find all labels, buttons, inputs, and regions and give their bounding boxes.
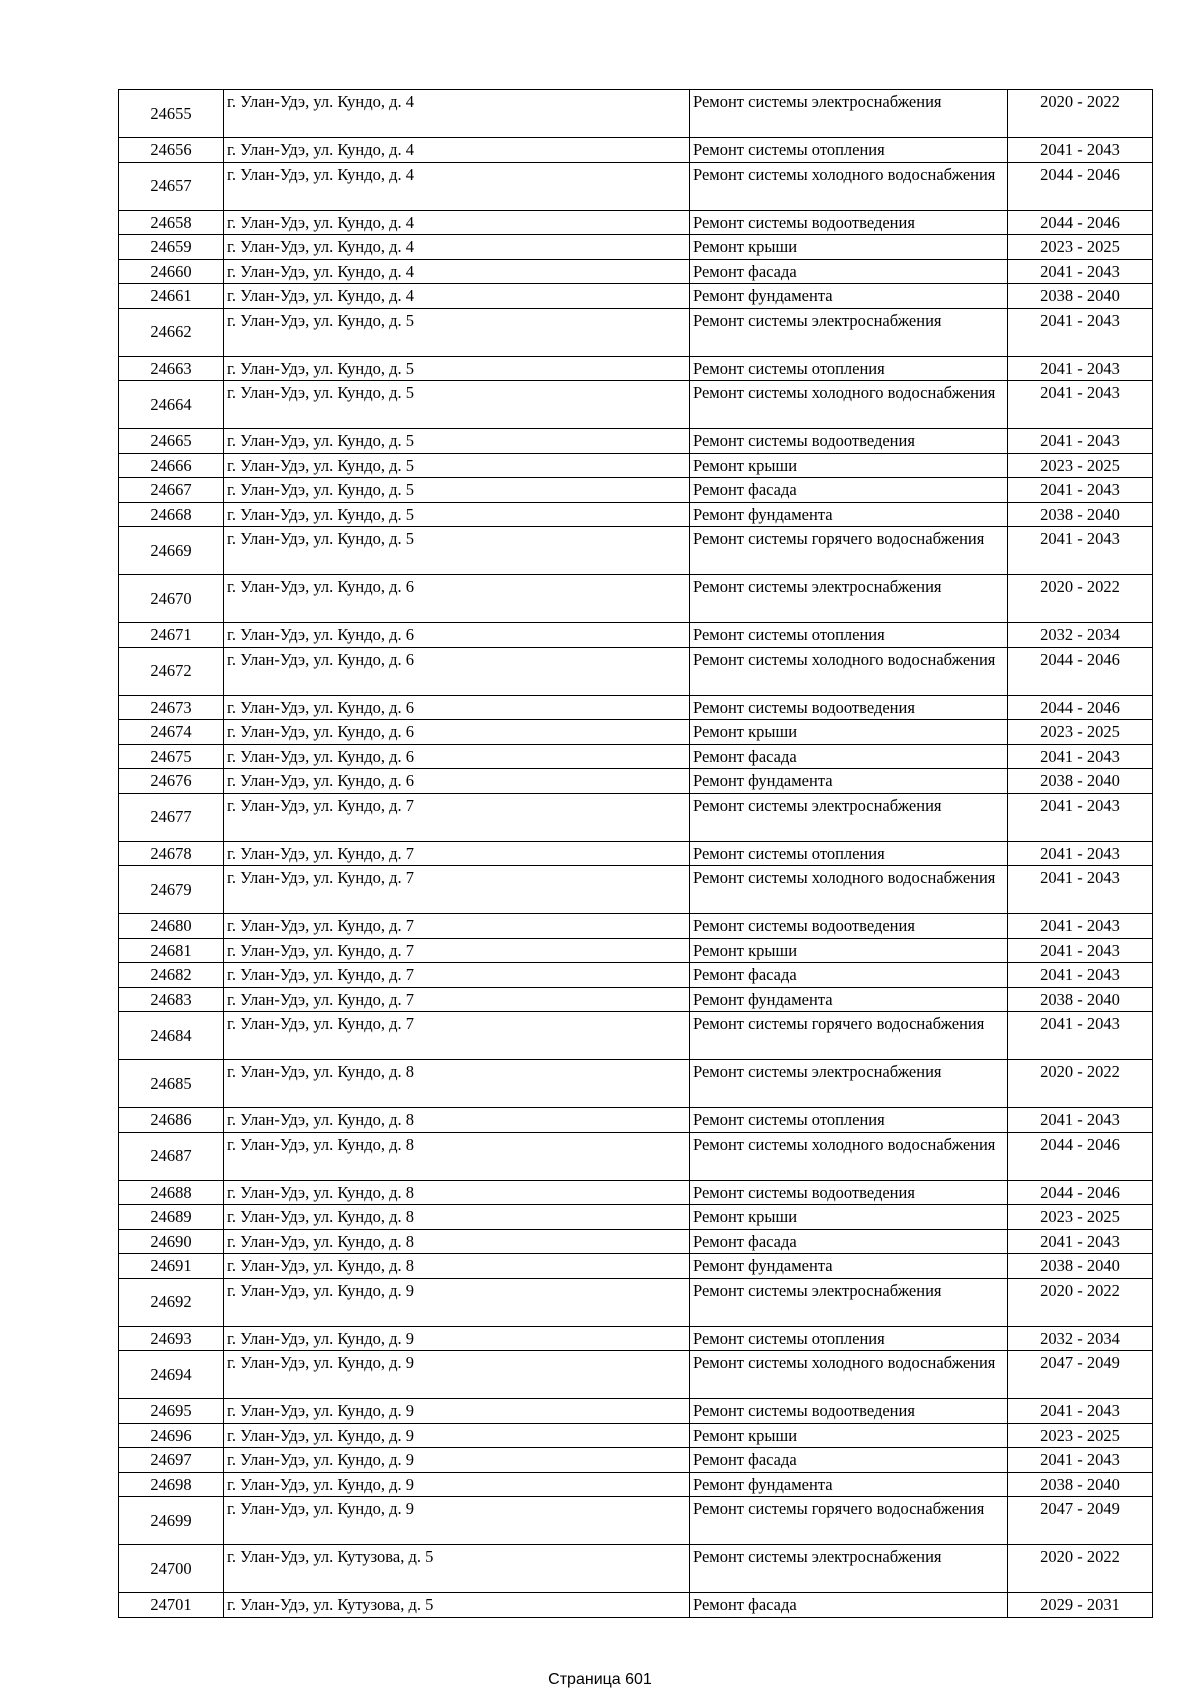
row-number: 24669 — [119, 527, 224, 575]
table-row — [119, 1254, 1153, 1279]
row-work-type: Ремонт системы электроснабжения — [690, 308, 1008, 356]
table-row — [119, 1399, 1153, 1424]
row-address: г. Улан-Удэ, ул. Кундо, д. 8 — [224, 1132, 690, 1180]
row-work-type: Ремонт системы горячего водоснабжения — [690, 527, 1008, 575]
row-work-type: Ремонт системы холодного водоснабжения — [690, 1132, 1008, 1180]
table-row — [119, 1012, 1153, 1060]
row-address: г. Улан-Удэ, ул. Кундо, д. 5 — [224, 429, 690, 454]
row-number: 24681 — [119, 938, 224, 963]
table-row — [119, 259, 1153, 284]
row-number: 24675 — [119, 744, 224, 769]
row-period: 2041 - 2043 — [1008, 744, 1153, 769]
row-period: 2041 - 2043 — [1008, 938, 1153, 963]
row-period: 2023 - 2025 — [1008, 1423, 1153, 1448]
row-address: г. Улан-Удэ, ул. Кутузова, д. 5 — [224, 1545, 690, 1593]
table-row — [119, 429, 1153, 454]
row-address: г. Улан-Удэ, ул. Кундо, д. 7 — [224, 914, 690, 939]
row-number: 24674 — [119, 720, 224, 745]
table-row — [119, 1593, 1153, 1618]
row-address: г. Улан-Удэ, ул. Кундо, д. 4 — [224, 138, 690, 163]
table-row — [119, 1060, 1153, 1108]
row-number: 24672 — [119, 647, 224, 695]
row-period: 2041 - 2043 — [1008, 259, 1153, 284]
row-work-type: Ремонт системы электроснабжения — [690, 793, 1008, 841]
row-number: 24679 — [119, 866, 224, 914]
row-address: г. Улан-Удэ, ул. Кундо, д. 7 — [224, 866, 690, 914]
row-number: 24664 — [119, 381, 224, 429]
row-work-type: Ремонт системы холодного водоснабжения — [690, 647, 1008, 695]
row-period: 2041 - 2043 — [1008, 356, 1153, 381]
row-work-type: Ремонт системы электроснабжения — [690, 1060, 1008, 1108]
row-work-type: Ремонт крыши — [690, 235, 1008, 260]
row-address: г. Улан-Удэ, ул. Кундо, д. 4 — [224, 90, 690, 138]
row-work-type: Ремонт крыши — [690, 1423, 1008, 1448]
row-period: 2044 - 2046 — [1008, 162, 1153, 210]
table-row — [119, 381, 1153, 429]
table-row — [119, 963, 1153, 988]
row-number: 24671 — [119, 623, 224, 648]
row-period: 2038 - 2040 — [1008, 284, 1153, 309]
row-number: 24687 — [119, 1132, 224, 1180]
table-row — [119, 987, 1153, 1012]
row-address: г. Улан-Удэ, ул. Кундо, д. 8 — [224, 1229, 690, 1254]
row-period: 2023 - 2025 — [1008, 235, 1153, 260]
row-period: 2041 - 2043 — [1008, 841, 1153, 866]
row-work-type: Ремонт крыши — [690, 720, 1008, 745]
table-row — [119, 1423, 1153, 1448]
row-address: г. Улан-Удэ, ул. Кундо, д. 6 — [224, 769, 690, 794]
row-period: 2023 - 2025 — [1008, 453, 1153, 478]
row-period: 2020 - 2022 — [1008, 1060, 1153, 1108]
row-address: г. Улан-Удэ, ул. Кундо, д. 5 — [224, 356, 690, 381]
row-address: г. Улан-Удэ, ул. Кундо, д. 5 — [224, 381, 690, 429]
row-number: 24667 — [119, 478, 224, 503]
row-work-type: Ремонт системы электроснабжения — [690, 1278, 1008, 1326]
row-address: г. Улан-Удэ, ул. Кундо, д. 6 — [224, 575, 690, 623]
row-address: г. Улан-Удэ, ул. Кундо, д. 8 — [224, 1180, 690, 1205]
row-address: г. Улан-Удэ, ул. Кундо, д. 5 — [224, 502, 690, 527]
row-number: 24694 — [119, 1351, 224, 1399]
row-address: г. Улан-Удэ, ул. Кундо, д. 4 — [224, 162, 690, 210]
row-period: 2041 - 2043 — [1008, 1012, 1153, 1060]
row-address: г. Улан-Удэ, ул. Кундо, д. 5 — [224, 478, 690, 503]
row-number: 24688 — [119, 1180, 224, 1205]
row-period: 2041 - 2043 — [1008, 963, 1153, 988]
row-work-type: Ремонт фундамента — [690, 1472, 1008, 1497]
row-period: 2041 - 2043 — [1008, 1108, 1153, 1133]
row-work-type: Ремонт системы водоотведения — [690, 914, 1008, 939]
table-row — [119, 284, 1153, 309]
row-address: г. Улан-Удэ, ул. Кундо, д. 9 — [224, 1278, 690, 1326]
row-period: 2041 - 2043 — [1008, 1229, 1153, 1254]
repair-schedule-table — [118, 89, 1153, 1618]
row-number: 24690 — [119, 1229, 224, 1254]
row-work-type: Ремонт фундамента — [690, 502, 1008, 527]
row-address: г. Улан-Удэ, ул. Кундо, д. 5 — [224, 527, 690, 575]
row-period: 2044 - 2046 — [1008, 210, 1153, 235]
row-address: г. Улан-Удэ, ул. Кундо, д. 6 — [224, 744, 690, 769]
row-period: 2023 - 2025 — [1008, 720, 1153, 745]
table-row — [119, 914, 1153, 939]
row-work-type: Ремонт системы отопления — [690, 841, 1008, 866]
row-address: г. Улан-Удэ, ул. Кундо, д. 7 — [224, 1012, 690, 1060]
row-address: г. Улан-Удэ, ул. Кундо, д. 7 — [224, 987, 690, 1012]
row-period: 2032 - 2034 — [1008, 1326, 1153, 1351]
table-body — [119, 90, 1153, 1618]
table-row — [119, 769, 1153, 794]
row-period: 2038 - 2040 — [1008, 1472, 1153, 1497]
table-row — [119, 744, 1153, 769]
row-period: 2044 - 2046 — [1008, 647, 1153, 695]
row-address: г. Улан-Удэ, ул. Кундо, д. 7 — [224, 938, 690, 963]
row-number: 24661 — [119, 284, 224, 309]
row-address: г. Улан-Удэ, ул. Кундо, д. 6 — [224, 720, 690, 745]
row-work-type: Ремонт фундамента — [690, 284, 1008, 309]
table-row — [119, 793, 1153, 841]
row-number: 24668 — [119, 502, 224, 527]
row-period: 2038 - 2040 — [1008, 769, 1153, 794]
row-number: 24678 — [119, 841, 224, 866]
row-period: 2020 - 2022 — [1008, 575, 1153, 623]
row-address: г. Улан-Удэ, ул. Кундо, д. 5 — [224, 308, 690, 356]
row-work-type: Ремонт системы отопления — [690, 1326, 1008, 1351]
row-number: 24693 — [119, 1326, 224, 1351]
table-row — [119, 527, 1153, 575]
table-row — [119, 210, 1153, 235]
table-row — [119, 356, 1153, 381]
row-period: 2032 - 2034 — [1008, 623, 1153, 648]
row-number: 24686 — [119, 1108, 224, 1133]
table-row — [119, 866, 1153, 914]
row-period: 2041 - 2043 — [1008, 914, 1153, 939]
page-number: Страница 601 — [548, 1671, 652, 1688]
row-work-type: Ремонт крыши — [690, 1205, 1008, 1230]
table-row — [119, 647, 1153, 695]
row-number: 24673 — [119, 695, 224, 720]
row-period: 2041 - 2043 — [1008, 1448, 1153, 1473]
row-address: г. Улан-Удэ, ул. Кундо, д. 9 — [224, 1472, 690, 1497]
row-number: 24665 — [119, 429, 224, 454]
row-address: г. Улан-Удэ, ул. Кундо, д. 9 — [224, 1423, 690, 1448]
row-address: г. Улан-Удэ, ул. Кундо, д. 8 — [224, 1254, 690, 1279]
row-period: 2041 - 2043 — [1008, 429, 1153, 454]
table-row — [119, 1472, 1153, 1497]
row-number: 24659 — [119, 235, 224, 260]
row-work-type: Ремонт системы водоотведения — [690, 1399, 1008, 1424]
row-address: г. Улан-Удэ, ул. Кундо, д. 4 — [224, 210, 690, 235]
row-number: 24660 — [119, 259, 224, 284]
row-period: 2044 - 2046 — [1008, 1180, 1153, 1205]
row-number: 24683 — [119, 987, 224, 1012]
row-work-type: Ремонт системы электроснабжения — [690, 575, 1008, 623]
row-work-type: Ремонт системы горячего водоснабжения — [690, 1012, 1008, 1060]
row-number: 24698 — [119, 1472, 224, 1497]
row-address: г. Улан-Удэ, ул. Кундо, д. 9 — [224, 1448, 690, 1473]
table-row — [119, 478, 1153, 503]
row-address: г. Улан-Удэ, ул. Кундо, д. 9 — [224, 1399, 690, 1424]
row-work-type: Ремонт системы электроснабжения — [690, 1545, 1008, 1593]
row-period: 2041 - 2043 — [1008, 381, 1153, 429]
row-work-type: Ремонт системы горячего водоснабжения — [690, 1497, 1008, 1545]
table-row — [119, 938, 1153, 963]
row-work-type: Ремонт системы водоотведения — [690, 210, 1008, 235]
table-row — [119, 162, 1153, 210]
row-period: 2041 - 2043 — [1008, 866, 1153, 914]
row-number: 24691 — [119, 1254, 224, 1279]
row-number: 24684 — [119, 1012, 224, 1060]
row-number: 24680 — [119, 914, 224, 939]
row-number: 24670 — [119, 575, 224, 623]
row-number: 24676 — [119, 769, 224, 794]
row-number: 24666 — [119, 453, 224, 478]
table-row — [119, 235, 1153, 260]
row-address: г. Улан-Удэ, ул. Кундо, д. 7 — [224, 841, 690, 866]
row-period: 2041 - 2043 — [1008, 793, 1153, 841]
row-work-type: Ремонт системы электроснабжения — [690, 90, 1008, 138]
row-work-type: Ремонт системы холодного водоснабжения — [690, 1351, 1008, 1399]
row-work-type: Ремонт системы холодного водоснабжения — [690, 162, 1008, 210]
table-row — [119, 1205, 1153, 1230]
row-number: 24692 — [119, 1278, 224, 1326]
row-address: г. Улан-Удэ, ул. Кундо, д. 7 — [224, 793, 690, 841]
row-period: 2038 - 2040 — [1008, 1254, 1153, 1279]
row-number: 24701 — [119, 1593, 224, 1618]
row-work-type: Ремонт фасада — [690, 963, 1008, 988]
row-number: 24689 — [119, 1205, 224, 1230]
table-row — [119, 502, 1153, 527]
row-period: 2044 - 2046 — [1008, 1132, 1153, 1180]
row-period: 2044 - 2046 — [1008, 695, 1153, 720]
row-period: 2047 - 2049 — [1008, 1351, 1153, 1399]
row-work-type: Ремонт системы отопления — [690, 138, 1008, 163]
table-row — [119, 695, 1153, 720]
table-row — [119, 1108, 1153, 1133]
table-row — [119, 138, 1153, 163]
row-period: 2029 - 2031 — [1008, 1593, 1153, 1618]
row-work-type: Ремонт системы холодного водоснабжения — [690, 866, 1008, 914]
row-address: г. Улан-Удэ, ул. Кундо, д. 7 — [224, 963, 690, 988]
row-work-type: Ремонт системы водоотведения — [690, 695, 1008, 720]
row-work-type: Ремонт системы отопления — [690, 356, 1008, 381]
row-number: 24700 — [119, 1545, 224, 1593]
row-work-type: Ремонт фундамента — [690, 769, 1008, 794]
row-period: 2047 - 2049 — [1008, 1497, 1153, 1545]
row-work-type: Ремонт фасада — [690, 259, 1008, 284]
row-number: 24696 — [119, 1423, 224, 1448]
row-period: 2041 - 2043 — [1008, 308, 1153, 356]
row-period: 2020 - 2022 — [1008, 1278, 1153, 1326]
row-work-type: Ремонт фундамента — [690, 987, 1008, 1012]
table-row — [119, 453, 1153, 478]
table-row — [119, 1229, 1153, 1254]
row-period: 2041 - 2043 — [1008, 478, 1153, 503]
table-row — [119, 308, 1153, 356]
row-address: г. Улан-Удэ, ул. Кундо, д. 5 — [224, 453, 690, 478]
row-work-type: Ремонт фундамента — [690, 1254, 1008, 1279]
row-address: г. Улан-Удэ, ул. Кундо, д. 6 — [224, 623, 690, 648]
row-period: 2038 - 2040 — [1008, 987, 1153, 1012]
row-address: г. Улан-Удэ, ул. Кундо, д. 4 — [224, 235, 690, 260]
row-period: 2023 - 2025 — [1008, 1205, 1153, 1230]
table-row — [119, 90, 1153, 138]
table-row — [119, 1497, 1153, 1545]
row-period: 2041 - 2043 — [1008, 527, 1153, 575]
table-row — [119, 623, 1153, 648]
row-address: г. Улан-Удэ, ул. Кундо, д. 4 — [224, 259, 690, 284]
row-work-type: Ремонт фасада — [690, 1593, 1008, 1618]
table-row — [119, 1448, 1153, 1473]
row-work-type: Ремонт фасада — [690, 1229, 1008, 1254]
table-row — [119, 841, 1153, 866]
row-work-type: Ремонт системы отопления — [690, 1108, 1008, 1133]
table-row — [119, 720, 1153, 745]
row-address: г. Улан-Удэ, ул. Кундо, д. 9 — [224, 1351, 690, 1399]
row-number: 24662 — [119, 308, 224, 356]
row-number: 24697 — [119, 1448, 224, 1473]
table-row — [119, 1132, 1153, 1180]
table-row — [119, 1180, 1153, 1205]
row-number: 24699 — [119, 1497, 224, 1545]
row-number: 24695 — [119, 1399, 224, 1424]
row-work-type: Ремонт фасада — [690, 478, 1008, 503]
table-row — [119, 575, 1153, 623]
row-work-type: Ремонт системы холодного водоснабжения — [690, 381, 1008, 429]
row-number: 24685 — [119, 1060, 224, 1108]
row-address: г. Улан-Удэ, ул. Кундо, д. 6 — [224, 647, 690, 695]
row-number: 24677 — [119, 793, 224, 841]
row-number: 24657 — [119, 162, 224, 210]
row-period: 2020 - 2022 — [1008, 90, 1153, 138]
row-work-type: Ремонт крыши — [690, 938, 1008, 963]
row-address: г. Улан-Удэ, ул. Кундо, д. 8 — [224, 1060, 690, 1108]
table-row — [119, 1545, 1153, 1593]
row-work-type: Ремонт системы водоотведения — [690, 429, 1008, 454]
row-number: 24682 — [119, 963, 224, 988]
row-number: 24655 — [119, 90, 224, 138]
row-period: 2038 - 2040 — [1008, 502, 1153, 527]
row-address: г. Улан-Удэ, ул. Кундо, д. 4 — [224, 284, 690, 309]
row-work-type: Ремонт крыши — [690, 453, 1008, 478]
row-number: 24658 — [119, 210, 224, 235]
row-address: г. Улан-Удэ, ул. Кундо, д. 9 — [224, 1497, 690, 1545]
row-work-type: Ремонт системы водоотведения — [690, 1180, 1008, 1205]
table-row — [119, 1351, 1153, 1399]
row-number: 24663 — [119, 356, 224, 381]
row-address: г. Улан-Удэ, ул. Кундо, д. 6 — [224, 695, 690, 720]
row-period: 2041 - 2043 — [1008, 138, 1153, 163]
row-address: г. Улан-Удэ, ул. Кутузова, д. 5 — [224, 1593, 690, 1618]
row-number: 24656 — [119, 138, 224, 163]
row-address: г. Улан-Удэ, ул. Кундо, д. 8 — [224, 1205, 690, 1230]
row-address: г. Улан-Удэ, ул. Кундо, д. 9 — [224, 1326, 690, 1351]
row-address: г. Улан-Удэ, ул. Кундо, д. 8 — [224, 1108, 690, 1133]
row-work-type: Ремонт фасада — [690, 1448, 1008, 1473]
row-work-type: Ремонт фасада — [690, 744, 1008, 769]
row-work-type: Ремонт системы отопления — [690, 623, 1008, 648]
table-row — [119, 1326, 1153, 1351]
table-row — [119, 1278, 1153, 1326]
row-period: 2041 - 2043 — [1008, 1399, 1153, 1424]
row-period: 2020 - 2022 — [1008, 1545, 1153, 1593]
